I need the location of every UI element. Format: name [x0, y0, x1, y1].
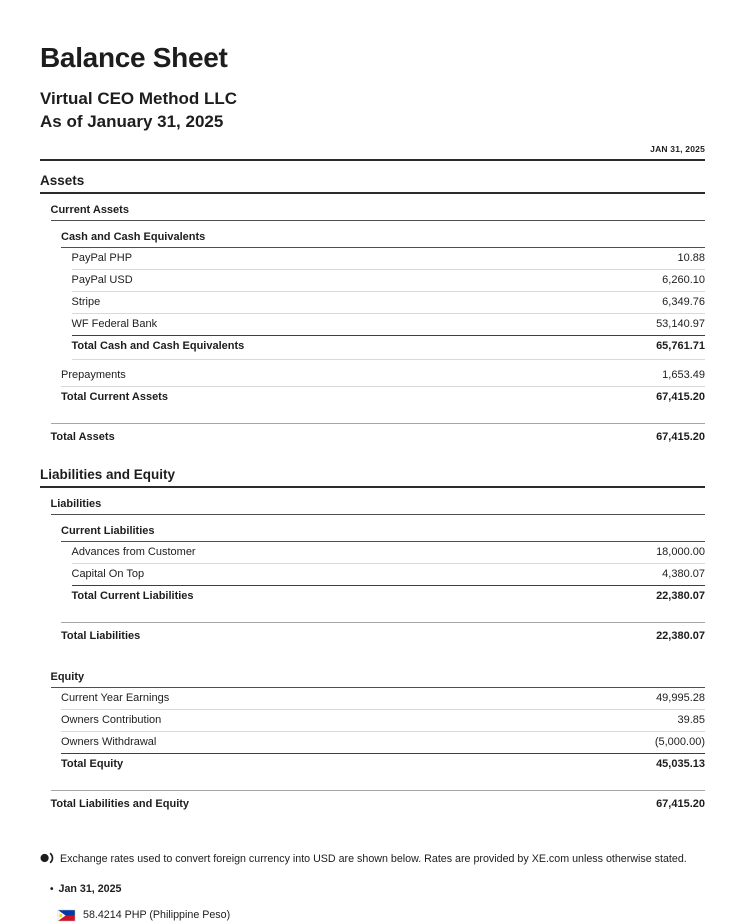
philippines-flag-icon	[58, 910, 75, 921]
account-label: Total Current Assets	[61, 391, 168, 403]
account-label: Liabilities	[50, 498, 102, 510]
account-label: Total Equity	[61, 758, 124, 770]
current-liabilities	[61, 522, 705, 542]
liabilities	[51, 495, 706, 515]
account-value: 18,000.00	[656, 546, 705, 558]
account-value: 6,349.76	[662, 296, 705, 308]
account-value: 22,380.07	[656, 590, 705, 602]
account-label: Total Liabilities	[61, 630, 141, 642]
equity	[51, 668, 706, 688]
account-value: 65,761.71	[656, 340, 705, 352]
account-label: Cash and Cash Equivalents	[61, 231, 206, 243]
account-value: 53,140.97	[656, 318, 705, 330]
page-title: Balance Sheet	[40, 42, 228, 73]
account-label: Current Assets	[50, 204, 129, 216]
account-value: 22,380.07	[656, 630, 705, 642]
footnote-date-item	[50, 881, 705, 898]
account-label: Total Liabilities and Equity	[50, 798, 190, 810]
liabilities-and-equity	[40, 467, 705, 488]
stripe	[72, 292, 706, 314]
account-value: 45,035.13	[656, 758, 705, 770]
account-label: Advances from Customer	[71, 546, 196, 558]
advances-from-customer	[72, 542, 706, 564]
exchange-rate-icon	[40, 852, 55, 869]
report-date-line: As of January 31, 2025	[40, 112, 224, 131]
account-value: 67,415.20	[656, 391, 705, 403]
company-name: Virtual CEO Method LLC	[40, 89, 238, 108]
account-value: 49,995.28	[656, 692, 705, 704]
exchange-rate-footnote	[40, 851, 705, 924]
total-equity	[61, 754, 705, 775]
total-liabilities	[61, 622, 705, 647]
wf-federal-bank	[72, 314, 706, 336]
total-current-liabilities	[72, 586, 706, 607]
account-label: Assets	[40, 173, 85, 188]
account-label: Current Year Earnings	[61, 692, 170, 704]
account-value: 67,415.20	[656, 431, 705, 443]
account-value: 67,415.20	[656, 798, 705, 810]
account-label: Total Assets	[50, 431, 115, 443]
current-assets	[51, 201, 706, 221]
account-label: Capital On Top	[71, 568, 145, 580]
account-value: 39.85	[677, 714, 705, 726]
account-label: WF Federal Bank	[71, 318, 158, 330]
total-liabilities-and-equity	[51, 790, 706, 815]
account-label: Owners Contribution	[61, 714, 162, 726]
exchange-rate-row	[58, 907, 705, 924]
prepayments	[61, 365, 705, 387]
assets	[40, 173, 705, 194]
current-year-earnings	[61, 688, 705, 710]
account-label: Total Current Liabilities	[71, 590, 194, 602]
paypal-usd	[72, 270, 706, 292]
total-current-assets	[61, 387, 705, 408]
account-value: 4,380.07	[662, 568, 705, 580]
owners-contribution	[61, 710, 705, 732]
bullet-icon: •	[50, 884, 54, 895]
account-value: (5,000.00)	[654, 736, 705, 748]
paypal-php	[72, 248, 706, 270]
footnote-text: Exchange rates used to convert foreign currency into USD are shown below. Rates are provided by XE.com unless otherwise stated.	[60, 853, 687, 865]
footnote-date: Jan 31, 2025	[58, 883, 122, 895]
exchange-rate-value: 58.4214 PHP (Philippine Peso)	[83, 909, 231, 921]
account-label: Liabilities and Equity	[40, 467, 176, 482]
owners-withdrawal	[61, 732, 705, 754]
account-label: Equity	[50, 671, 85, 683]
total-assets	[51, 423, 706, 448]
report-body	[40, 173, 705, 815]
account-label: Stripe	[71, 296, 101, 308]
account-label: Prepayments	[61, 369, 126, 381]
account-label: Current Liabilities	[61, 525, 155, 537]
column-header-date: JAN 31, 2025	[40, 144, 705, 161]
account-value: 6,260.10	[662, 274, 705, 286]
account-label: PayPal USD	[71, 274, 133, 286]
account-value: 10.88	[677, 252, 705, 264]
account-label: PayPal PHP	[71, 252, 133, 264]
capital-on-top	[72, 564, 706, 586]
account-label: Total Cash and Cash Equivalents	[71, 340, 245, 352]
account-label: Owners Withdrawal	[61, 736, 157, 748]
account-value: 1,653.49	[662, 369, 705, 381]
footnote-text-line	[40, 851, 705, 869]
cash-and-cash-equivalents	[61, 228, 705, 248]
total-cash-and-cash-equivalents	[72, 336, 706, 360]
